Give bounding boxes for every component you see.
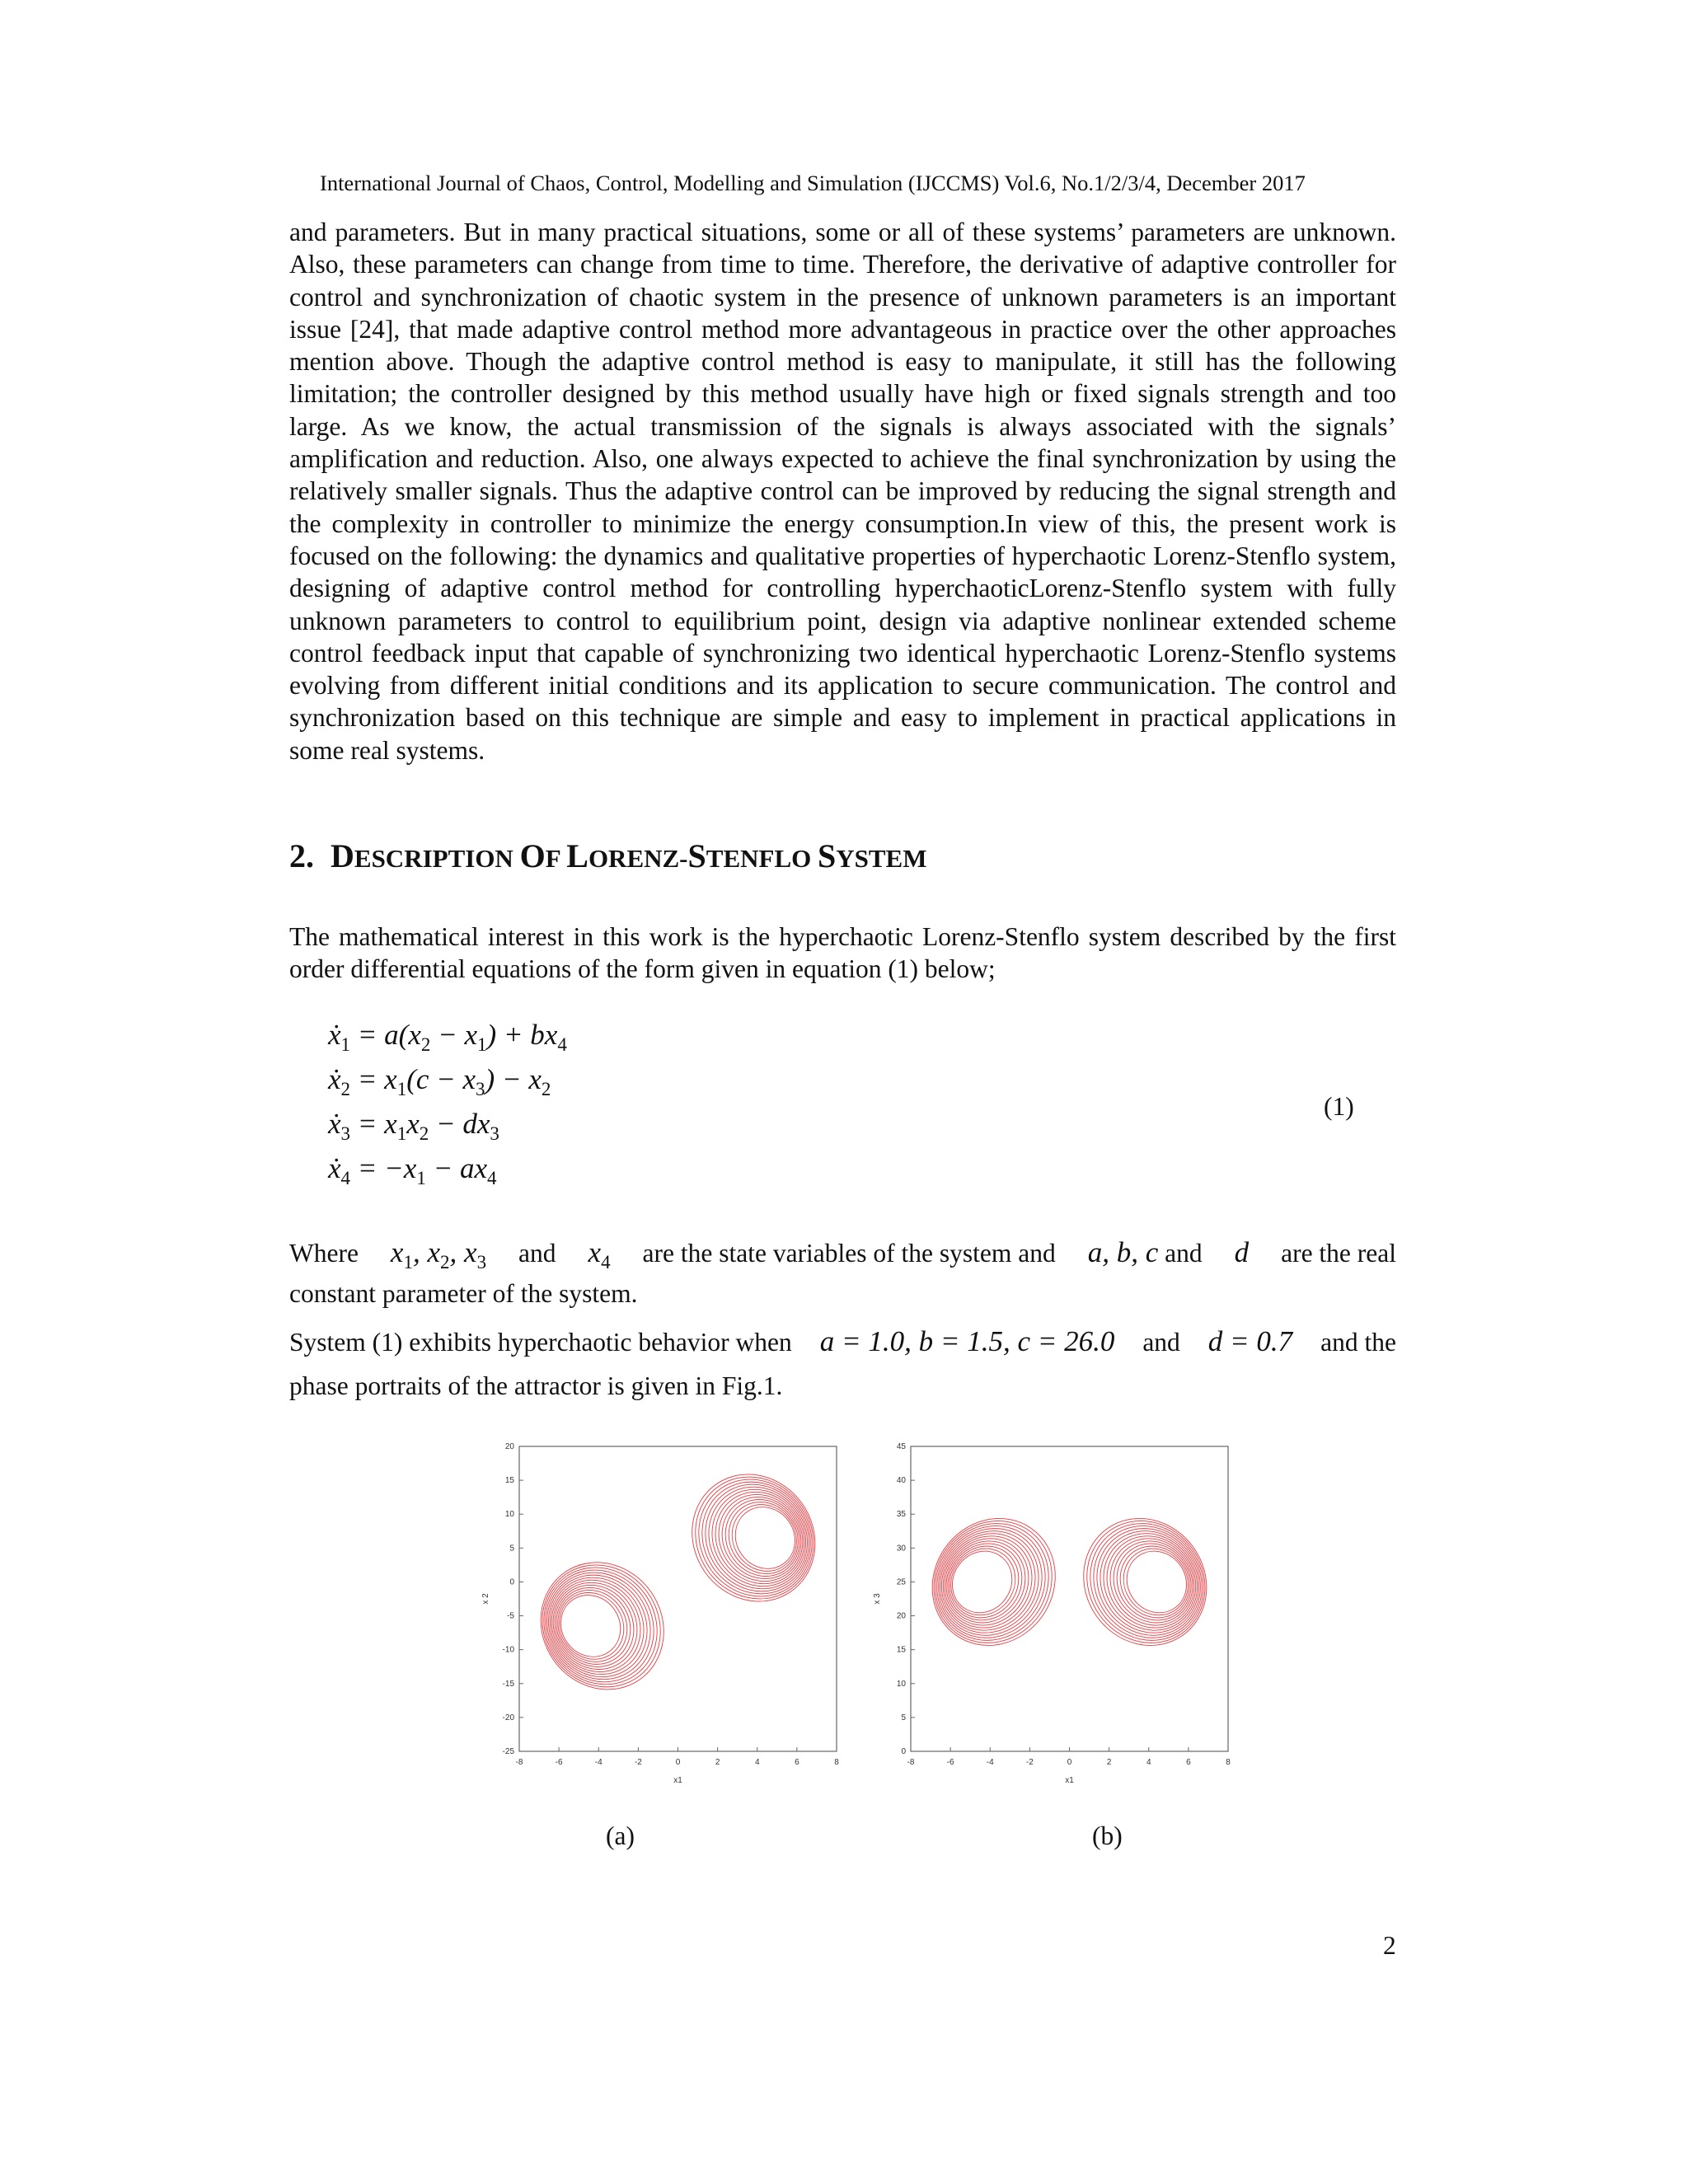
figure-b [861,1430,1249,1797]
plot-frame [911,1446,1228,1751]
trajectory-loop [724,1495,807,1580]
x-tick-label: -2 [1025,1758,1034,1767]
trajectory-loop [685,1465,830,1612]
trajectory-loop [1081,1511,1219,1652]
paragraph-system-intro: The mathematical interest in this work is the hyperchaotic Lorenz-Stenflo system described by the first order differential equations of the form given in equation (1) below; [289,922,1396,984]
y-tick-label: 0 [509,1577,514,1587]
trajectory-loop [516,1539,688,1714]
caption-b: (b) [1092,1821,1123,1850]
trajectory-loop [668,1451,840,1626]
trajectory-loop [940,1540,1024,1624]
x-tick-label: -8 [515,1758,523,1767]
y-tick-label: 25 [896,1577,906,1587]
equation-x4: ẋ$_4$ = $-x_1 - ax_4$ [328,1152,497,1188]
trajectory-loop [907,1494,1080,1670]
attractor-trajectory [907,1494,1231,1670]
trajectory-loop [680,1460,832,1615]
x-tick-label: 4 [1146,1758,1151,1767]
figure-a [470,1430,857,1797]
x-tick-label: 2 [715,1758,720,1767]
y-tick-label: 40 [896,1476,906,1486]
trajectory-loop [526,1552,671,1699]
y-tick-label: 15 [896,1645,906,1655]
x-tick-label: -8 [907,1758,915,1767]
trajectory-loop [534,1563,659,1690]
y-tick-label: -10 [502,1645,514,1655]
trajectory-loop [915,1505,1067,1659]
y-tick-label: 10 [504,1510,514,1520]
paragraph-intro: and parameters. But in many practical situations, some or all of these systems’ parameters are unknown. Also, these parameters can change from time to time. Therefore, the derivative of adaptive controller for control and synchronization of chaotic system in the presence of unknown parameters is an important issue [24], that made adaptive control method more advantageous in practice over the other approaches mention above. Though the adaptive control method is easy to manipulate, it still has the following limitation; the controller designed by this method usually have high or fixed signals strength and too large. As we know, the actual transmission of the signals is always associated with the signals’ amplification and reduction. Also, one always expected to achieve the final synchronization by using the relatively smaller signals. Thus the adaptive control can be improved by reducing the signal strength and the complexity in controller to minimize the energy consumption.In view of this, the present work is focused on the following: the dynamics and qualitative properties of hyperchaotic Lorenz-Stenflo system, designing of adaptive control method for controlling hyperchaoticLorenz-Stenflo system with fully unknown parameters to control to equilibrium point, design via adaptive nonlinear extended scheme control feedback input that capable of synchronizing two identical hyperchaotic Lorenz-Stenflo systems evolving from different initial conditions and its application to secure communication. The control and synchronization based on this technique are simple and easy to implement in practical applications in some real systems. [289,218,1396,765]
y-tick-label: 0 [901,1747,906,1756]
equation-number: (1) [1324,1092,1354,1121]
y-axis-label: x 3 [873,1593,882,1605]
trajectory-loop [926,1519,1050,1646]
paragraph-where: Where $x_1$, $x_2$, $x_3$ and $x_4$ are the state variables of the system and a, b, c and d are the real constant parameter of the system. [289,1236,1396,1308]
trajectory-loop [676,1457,835,1619]
y-tick-label: 5 [509,1544,514,1554]
plot-frame [519,1446,837,1751]
section-number: 2. [289,837,314,874]
x-axis-label: x1 [1065,1776,1074,1785]
y-tick-label: -20 [502,1713,514,1722]
trajectory-loop [549,1583,632,1668]
trajectory-loop [689,1468,828,1609]
y-tick-label: -5 [507,1611,514,1621]
section-title: DESCRIPTION OF LORENZ-STENFLO SYSTEM [331,837,927,874]
x-tick-label: 8 [834,1758,839,1767]
x-tick-label: 0 [675,1758,681,1767]
x-tick-label: -4 [594,1758,603,1767]
x-tick-label: 8 [1226,1758,1231,1767]
y-tick-label: 15 [504,1476,514,1486]
y-tick-label: 10 [896,1679,906,1689]
running-header: International Journal of Chaos, Control, Modelling and Simulation (IJCCMS) Vol.6, No.1/2/3/4, December 2017 [320,171,1306,195]
x-tick-label: 6 [795,1758,799,1767]
trajectory-loop [672,1454,837,1622]
x-tick-label: 6 [1186,1758,1191,1767]
x-tick-label: -4 [986,1758,994,1767]
x-tick-label: 4 [754,1758,760,1767]
trajectory-loop [1076,1508,1221,1656]
x-tick-label: 2 [1106,1758,1112,1767]
attractor-trajectory [516,1451,840,1714]
x-tick-label: -2 [634,1758,642,1767]
trajectory-loop [528,1556,667,1697]
equation-x2: ẋ$_2$ = $x_1(c - x_3) - x_2$ [328,1063,551,1099]
trajectory-loop [523,1549,675,1703]
page-number: 2 [1383,1931,1396,1960]
x-tick-label: -6 [946,1758,954,1767]
caption-a: (a) [606,1821,635,1850]
section-heading [289,837,926,875]
y-tick-label: 35 [896,1510,906,1520]
x-axis-label: x1 [673,1776,682,1785]
trajectory-loop [910,1497,1076,1666]
trajectory-loop [518,1542,684,1710]
trajectory-loop [1059,1494,1231,1670]
y-tick-label: -25 [502,1747,514,1756]
trajectory-loop [1071,1505,1223,1659]
y-tick-label: 30 [896,1544,906,1554]
y-tick-label: -15 [502,1679,514,1689]
phase-portrait-x1-x3 [861,1430,1249,1793]
y-tick-label: 20 [896,1611,906,1621]
x-tick-label: -6 [555,1758,563,1767]
trajectory-loop [917,1508,1062,1656]
equation-x1: ẋ$_1$ = $a(x_2 - x_1) + bx_4$ [328,1019,567,1055]
y-axis-label: x 2 [481,1593,490,1605]
y-tick-label: 20 [504,1442,514,1451]
trajectory-loop [1089,1519,1213,1646]
trajectory-loop [1115,1540,1198,1624]
paragraph-parameters: System (1) exhibits hyperchaotic behavior when a = 1.0, b = 1.5, c = 26.0 and d = 0.7 and the phase portraits of the attractor is given in Fig.1. [289,1325,1396,1400]
trajectory-loop [920,1511,1058,1652]
trajectory-loop [697,1474,822,1601]
x-tick-label: 0 [1067,1758,1072,1767]
trajectory-loop [521,1545,680,1707]
trajectory-loop [1067,1502,1226,1663]
trajectory-loop [912,1502,1071,1663]
y-tick-label: 45 [896,1442,906,1451]
phase-portrait-x1-x2 [470,1430,857,1793]
y-tick-label: 5 [901,1713,906,1722]
trajectory-loop [1063,1497,1229,1666]
equation-x3: ẋ$_3$ = $x_1x_2 - dx_3$ [328,1108,499,1144]
